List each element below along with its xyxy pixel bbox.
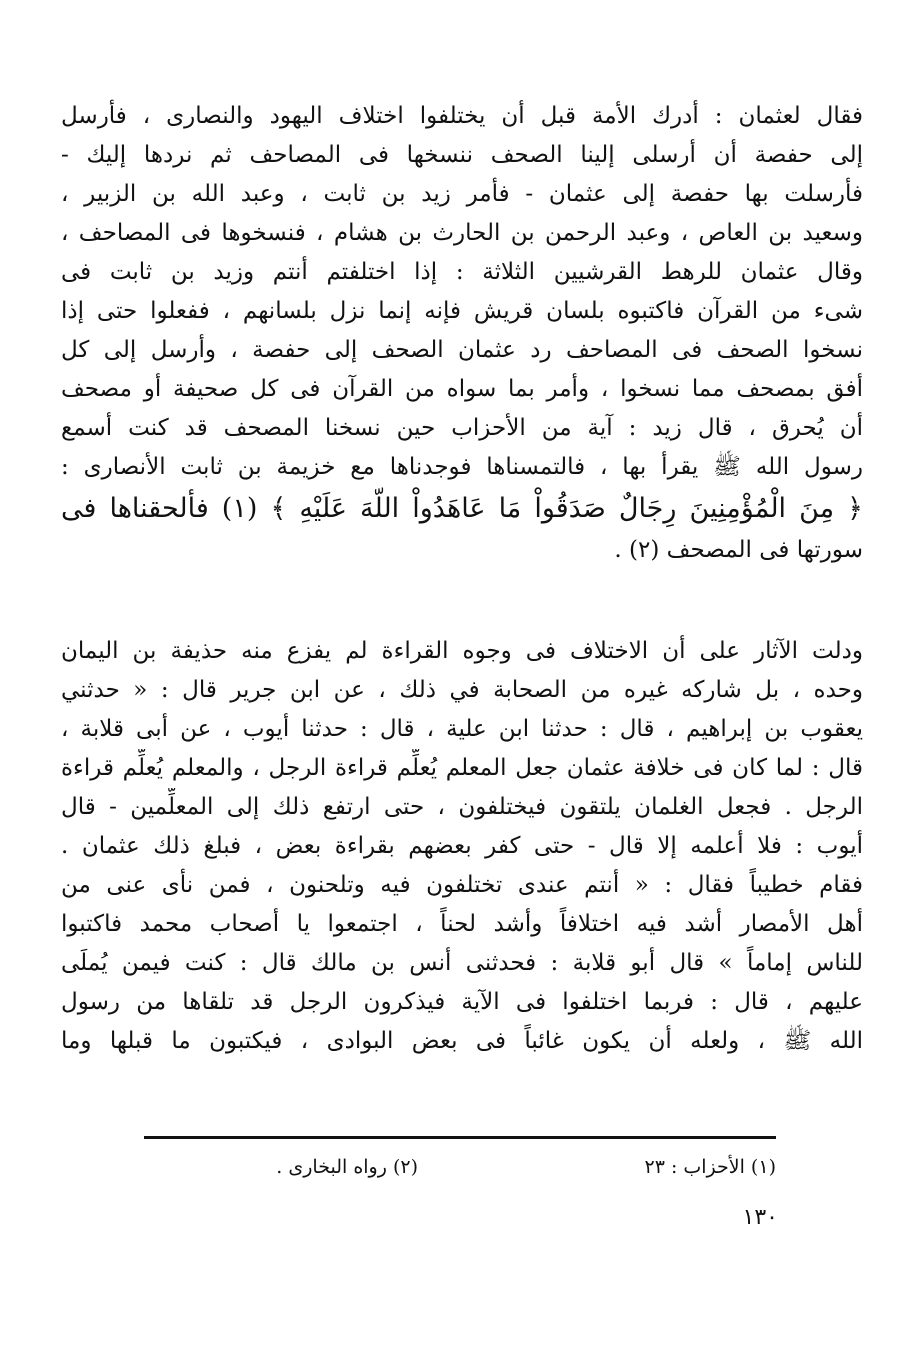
text-line: وقال عثمان للرهط القرشيين الثلاثة : إذا اختلفتم أنتم وزيد بن ثابت فى xyxy=(61,259,863,285)
text-line: أيوب : فلا أعلمه إلا قال - حتى كفر بعضهم بقراءة بعض ، فبلغ ذلك عثمان . xyxy=(61,833,863,859)
footnotes xyxy=(144,1152,776,1182)
text-line: وسعيد بن العاص ، وعبد الرحمن بن الحارث بن هشام ، فنسخوها فى المصاحف ، xyxy=(61,220,863,246)
paragraph-one-last-line: سورتها فى المصحف (٢) . xyxy=(614,537,863,563)
text-line: وحده ، بل شاركه غيره من الصحابة في ذلك ، عن ابن جرير قال : « حدثني xyxy=(61,677,863,703)
text-line: قال : لما كان فى خلافة عثمان جعل المعلم يُعلِّم قراءة الرجل ، والمعلم يُعلِّم قراءة xyxy=(61,755,863,781)
page-number: ١٣٠ xyxy=(742,1205,778,1230)
paragraph-one xyxy=(61,97,863,570)
text-line: يعقوب بن إبراهيم ، قال : حدثنا ابن علية ، قال : حدثنا أيوب ، عن أبى قلابة ، xyxy=(61,716,863,742)
text-line: إلى حفصة أن أرسلى إلينا الصحف ننسخها فى المصاحف ثم نردها إليك - xyxy=(61,142,863,168)
text-line: أفق بمصحف مما نسخوا ، وأمر بما سواه من القرآن فى كل صحيفة أو مصحف xyxy=(61,376,863,402)
text-line: شىء من القرآن فاكتبوه بلسان قريش فإنه إنما نزل بلسانهم ، ففعلوا حتى إذا xyxy=(61,298,863,324)
text-line: عليهم ، قال : فربما اختلفوا فى الآية فيذكرون الرجل قد تلقاها من رسول xyxy=(61,989,863,1015)
footnote-divider xyxy=(144,1136,776,1139)
text-line: الله ﷺ ، ولعله أن يكون غائباً فى بعض البوادى ، فيكتبون ما قبلها وما xyxy=(61,1028,863,1054)
text-line: أن يُحرق ، قال زيد : آية من الأحزاب حين نسخنا المصحف قد كنت أسمع xyxy=(61,415,863,441)
footnote-2: (٢) رواه البخارى . xyxy=(276,1156,418,1178)
text-line: للناس إماماً » قال أبو قلابة : فحدثنى أنس بن مالك قال : كنت فيمن يُملَى xyxy=(61,950,863,976)
text-line: فأرسلت بها حفصة إلى عثمان - فأمر زيد بن ثابت ، وعبد الله بن الزبير ، xyxy=(61,181,863,207)
text-line: رسول الله ﷺ يقرأ بها ، فالتمسناها فوجدناها مع خزيمة بن ثابت الأنصارى : xyxy=(61,454,863,480)
paragraph-two xyxy=(61,632,863,1061)
text-line: فقال لعثمان : أدرك الأمة قبل أن يختلفوا اختلاف اليهود والنصارى ، فأرسل xyxy=(61,103,863,129)
text-line: ودلت الآثار على أن الاختلاف فى وجوه القراءة لم يفزع منه حذيفة بن اليمان xyxy=(61,638,863,664)
footnote-1: (١) الأحزاب : ٢٣ xyxy=(644,1156,776,1178)
text-line: فقام خطيباً فقال : « أنتم عندى تختلفون فيه وتلحنون ، فمن نأى عنى من xyxy=(61,872,863,898)
text-line: نسخوا الصحف فى المصاحف رد عثمان الصحف إلى حفصة ، وأرسل إلى كل xyxy=(61,337,863,363)
quran-verse-line: ﴿ مِنَ الْمُؤْمِنِينَ رِجَالٌ صَدَقُواْ مَا عَاهَدُواْ اللَّهَ عَلَيْهِ ﴾ (١) فألحقناها فى xyxy=(61,493,863,524)
text-line: الرجل . فجعل الغلمان يلتقون فيختلفون ، حتى ارتفع ذلك إلى المعلِّمين - قال xyxy=(61,794,863,820)
text-line: أهل الأمصار أشد فيه اختلافاً وأشد لحناً ، اجتمعوا يا أصحاب محمد فاكتبوا xyxy=(61,911,863,937)
